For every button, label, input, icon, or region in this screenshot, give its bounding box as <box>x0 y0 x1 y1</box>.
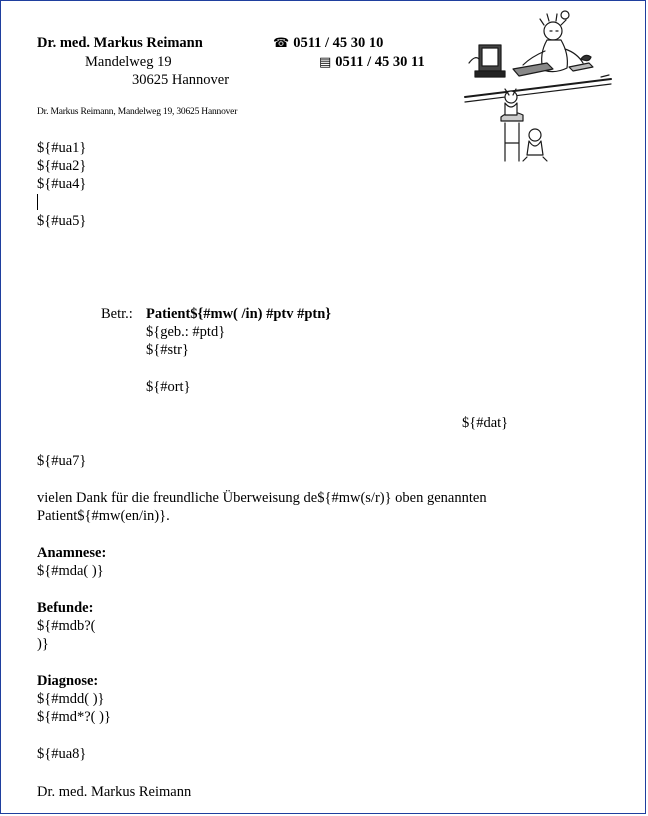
anamnese-heading: Anamnese: <box>37 545 107 561</box>
subject-patient: Patient${#mw( /in) #ptv #ptn} <box>146 306 332 322</box>
subject-label: Betr.: <box>101 306 133 322</box>
diagnose-heading: Diagnose: <box>37 673 99 689</box>
subject-street: ${#str} <box>146 342 189 358</box>
letter-date: ${#dat} <box>462 415 509 431</box>
signature: Dr. med. Markus Reimann <box>37 784 192 800</box>
doctor-cartoon-icon <box>461 7 621 167</box>
intro-line-2: Patient${#mw(en/in)}. <box>37 508 170 524</box>
phone-icon: ☎ <box>273 36 290 51</box>
subject-city: ${#ort} <box>146 379 191 395</box>
befunde-value-2: )} <box>37 636 49 652</box>
return-address: Dr. Markus Reimann, Mandelweg 19, 30625 Hannover <box>37 107 238 117</box>
phone-number: 0511 / 45 30 10 <box>293 35 384 51</box>
befunde-value-1: ${#mdb?( <box>37 618 96 634</box>
recipient-line-1: ${#ua1} <box>37 140 87 156</box>
anamnese-value: ${#mda( )} <box>37 563 104 579</box>
doctor-street: Mandelweg 19 <box>85 54 172 70</box>
befunde-heading: Befunde: <box>37 600 94 616</box>
fax-number: 0511 / 45 30 11 <box>335 54 425 70</box>
fax-icon: ▤ <box>319 55 332 70</box>
doctor-name: Dr. med. Markus Reimann <box>37 35 203 51</box>
subject-birth: ${geb.: #ptd} <box>146 324 226 340</box>
recipient-line-4: ${#ua5} <box>37 213 87 229</box>
recipient-line-2: ${#ua2} <box>37 158 87 174</box>
closing-line: ${#ua8} <box>37 746 87 762</box>
fax-line <box>319 53 425 72</box>
intro-line-1: vielen Dank für die freundliche Überweisung de${#mw(s/r)} oben genannten <box>37 490 487 506</box>
diagnose-value-2: ${#md*?( )} <box>37 709 111 725</box>
phone-line <box>273 34 383 53</box>
text-cursor[interactable] <box>37 194 38 210</box>
recipient-line-3: ${#ua4} <box>37 176 87 192</box>
salutation: ${#ua7} <box>37 453 87 469</box>
doctor-city: 30625 Hannover <box>132 72 230 88</box>
diagnose-value-1: ${#mdd( )} <box>37 691 105 707</box>
